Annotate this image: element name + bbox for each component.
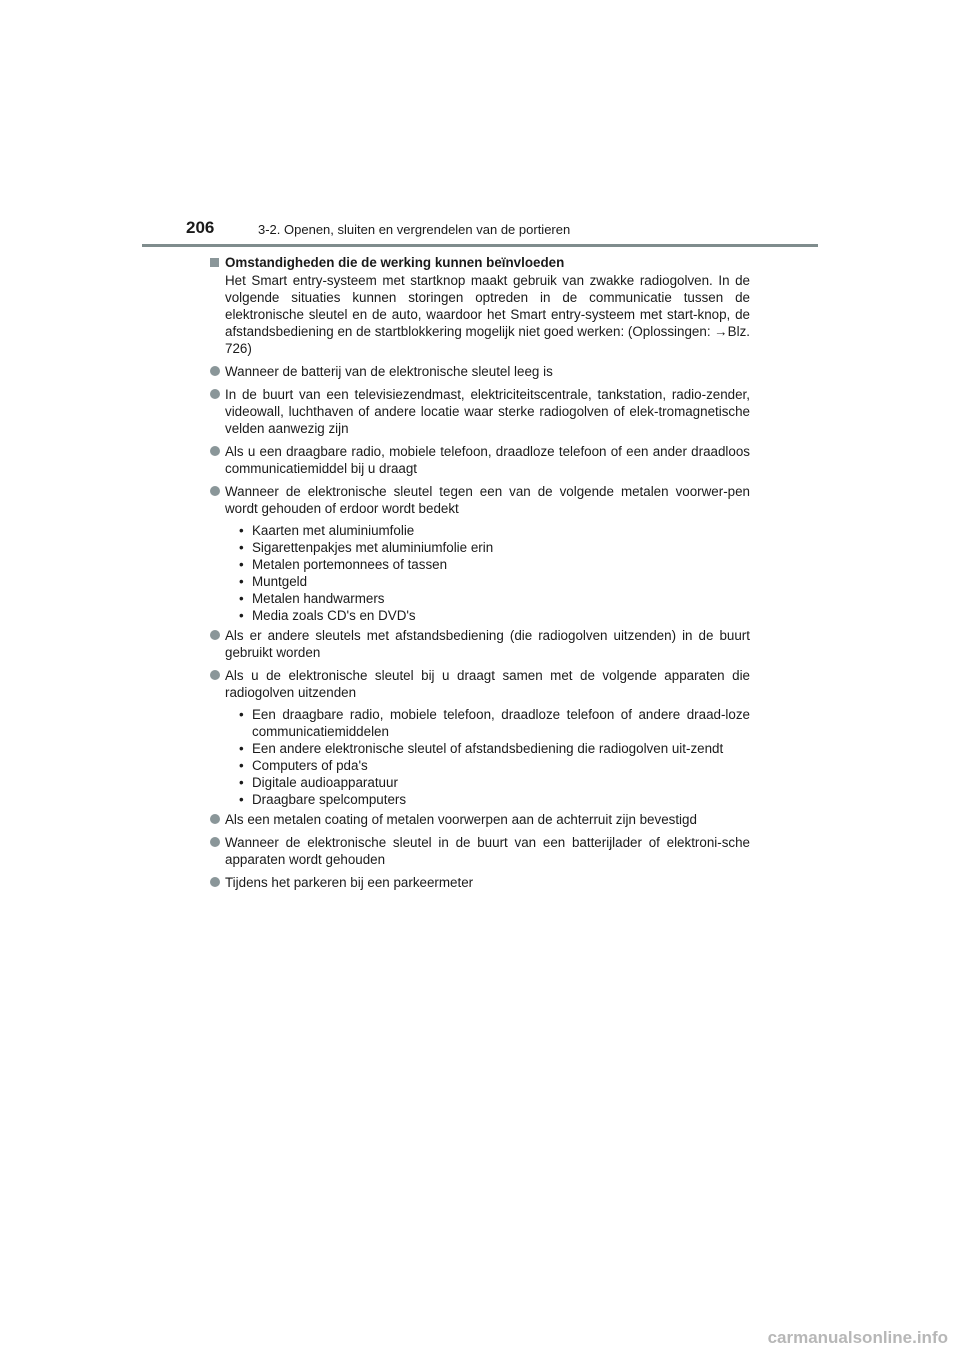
list-item — [210, 627, 750, 661]
section-heading-text: Omstandigheden die de werking kunnen beïnvloeden — [225, 255, 565, 270]
circle-bullet-icon — [210, 446, 220, 456]
circle-bullet-icon — [210, 389, 220, 399]
list-item — [210, 667, 750, 701]
section-intro: Het Smart entry-systeem met startknop maakt gebruik van zwakke radiogolven. In de volgende situaties kunnen storingen optreden in de communicatie tussen de elektronische sleutel en de auto, waardoor het Smart entry-systeem met start-knop, de afstandsbediening en de startblokkering mogelijk niet goed werken: (Oplossingen: →Blz. 726) — [225, 273, 750, 356]
page-header — [186, 218, 818, 244]
circle-bullet-icon — [210, 837, 220, 847]
header-divider — [142, 244, 818, 247]
list-item-text: Wanneer de elektronische sleutel tegen een van de volgende metalen voorwer-pen wordt gehouden of erdoor wordt bedekt — [225, 484, 750, 516]
circle-bullet-icon — [210, 630, 220, 640]
radio-devices-sublist — [239, 706, 750, 808]
list-item-text: Als een metalen coating of metalen voorwerpen aan de achterruit zijn bevestigd — [225, 812, 697, 827]
list-item — [210, 811, 750, 828]
page-number: 206 — [186, 218, 215, 237]
list-item-text: Als er andere sleutels met afstandsbediening (die radiogolven uitzenden) in de buurt gebruikt worden — [225, 628, 750, 660]
section-content — [210, 254, 750, 897]
list-item — [210, 363, 750, 380]
sublist-item: • Metalen portemonnees of tassen — [239, 556, 750, 573]
list-item-text: Tijdens het parkeren bij een parkeermeter — [225, 875, 474, 890]
list-item — [210, 443, 750, 477]
circle-bullet-icon — [210, 814, 220, 824]
list-item-text: In de buurt van een televisiezendmast, elektriciteitscentrale, tankstation, radio-zender, videowall, luchthaven of andere locatie waar sterke radiogolven of elek-tromagnetische velden aanwezig zijn — [225, 387, 750, 436]
sublist-item: • Muntgeld — [239, 573, 750, 590]
sublist-item: • Een andere elektronische sleutel of afstandsbediening die radiogolven uit-zendt — [239, 740, 750, 757]
list-item — [210, 483, 750, 517]
square-bullet-icon — [210, 258, 219, 267]
metal-objects-sublist — [239, 522, 750, 624]
watermark: carmanualsonline.info — [767, 1328, 948, 1347]
sublist-item: • Media zoals CD's en DVD's — [239, 607, 750, 624]
sublist-item: • Digitale audioapparatuur — [239, 774, 750, 791]
list-item-text: Als u een draagbare radio, mobiele telefoon, draadloze telefoon of een ander draadloos communicatiemiddel bij u draagt — [225, 444, 750, 476]
list-item — [210, 874, 750, 891]
circle-bullet-icon — [210, 670, 220, 680]
list-item-text: Wanneer de elektronische sleutel in de buurt van een batterijlader of elektroni-sche apparaten wordt gehouden — [225, 835, 750, 867]
sublist-item: • Een draagbare radio, mobiele telefoon, draadloze telefoon of andere draad-loze communicatiemiddelen — [239, 706, 750, 740]
sublist-item: • Metalen handwarmers — [239, 590, 750, 607]
section-heading — [210, 254, 750, 271]
sublist-item: • Draagbare spelcomputers — [239, 791, 750, 808]
circle-bullet-icon — [210, 366, 220, 376]
sublist-item: • Kaarten met aluminiumfolie — [239, 522, 750, 539]
list-item-text: Als u de elektronische sleutel bij u draagt samen met de volgende apparaten die radiogolven uitzenden — [225, 668, 750, 700]
chapter-title: 3-2. Openen, sluiten en vergrendelen van de portieren — [258, 222, 571, 237]
sublist-item: • Computers of pda's — [239, 757, 750, 774]
list-item-text: Wanneer de batterij van de elektronische sleutel leeg is — [225, 364, 553, 379]
circle-bullet-icon — [210, 877, 220, 887]
list-item — [210, 834, 750, 868]
circle-bullet-icon — [210, 486, 220, 496]
list-item — [210, 386, 750, 437]
sublist-item: • Sigarettenpakjes met aluminiumfolie erin — [239, 539, 750, 556]
